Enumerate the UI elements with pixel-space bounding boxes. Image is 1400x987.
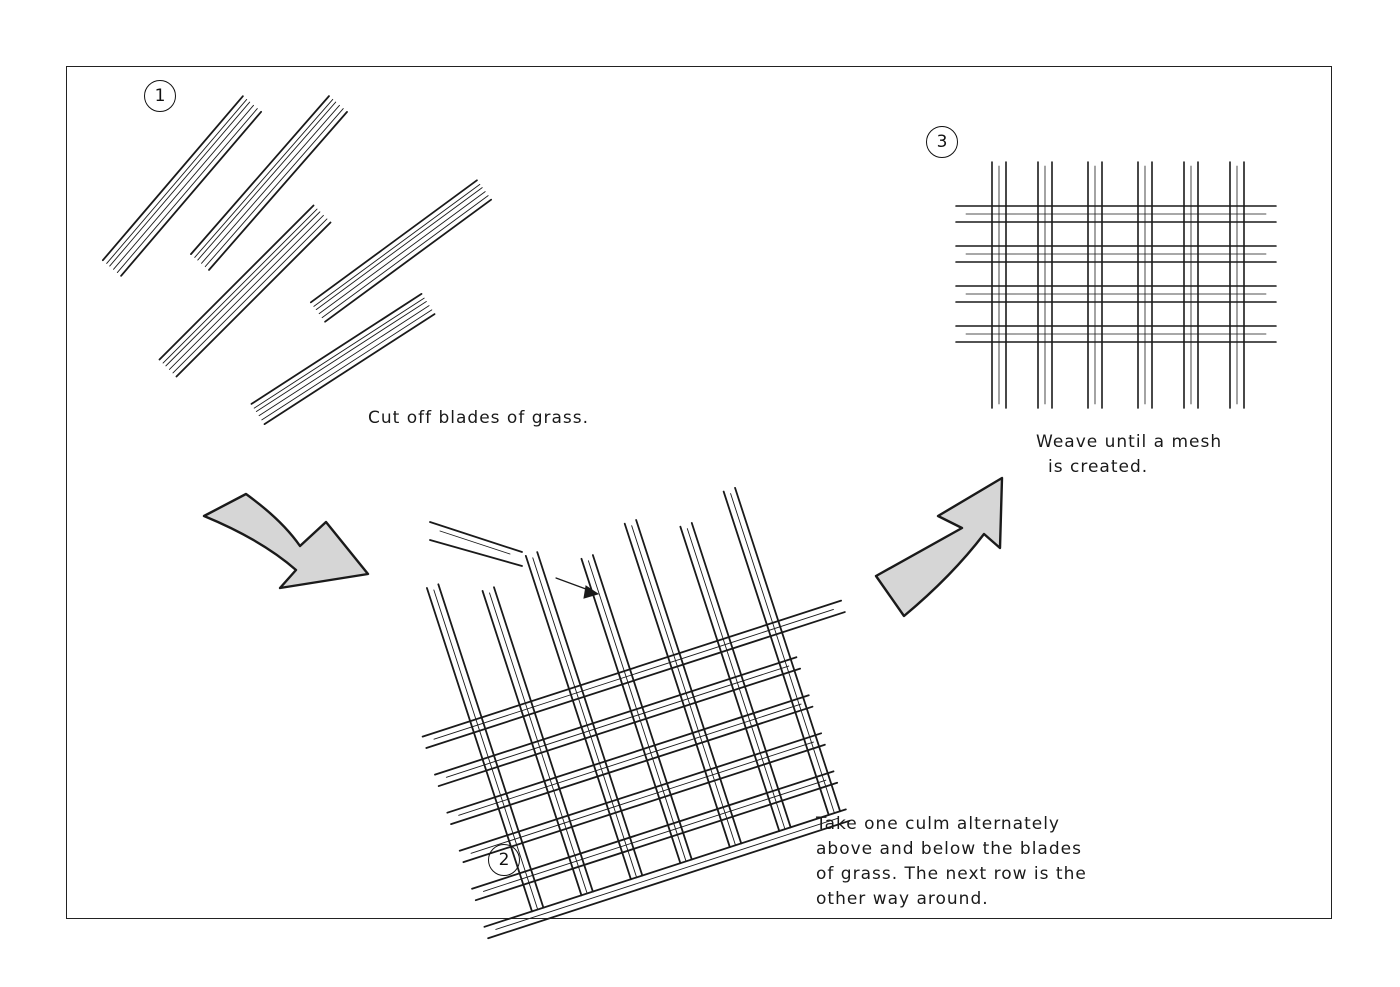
arrow-step1-to-step2 — [204, 494, 368, 588]
grass-blade-stroke — [166, 212, 320, 366]
grass-blade-stroke — [205, 109, 343, 267]
caption-line: above and below the blades — [816, 839, 1082, 859]
grass-blade-stroke — [117, 109, 257, 273]
grass-blade-stroke — [107, 99, 247, 263]
weft-culm-edge — [476, 783, 837, 900]
grass-blade-stroke — [311, 180, 477, 302]
caption-line: is created. — [1048, 457, 1149, 477]
grass-blade-stroke — [259, 306, 429, 416]
arrow-step2-to-step3 — [876, 478, 1002, 616]
warp-culm-vein — [434, 590, 538, 910]
grass-blade-stroke — [319, 192, 485, 314]
grass-blade-stroke — [202, 105, 340, 263]
warp-culm-vein — [533, 558, 637, 878]
warp-culm-vein — [632, 526, 736, 846]
step-3-number: 3 — [926, 126, 958, 158]
grass-blade-stroke — [256, 301, 426, 411]
caption-line: Weave until a mesh — [1036, 432, 1223, 452]
caption-line: other way around. — [816, 889, 989, 909]
grass-blade-stroke — [173, 219, 327, 373]
grass-blade-stroke — [254, 298, 424, 408]
grass-blade-stroke — [114, 105, 254, 269]
weft-culm-edge — [488, 821, 849, 938]
grass-blade-stroke — [262, 310, 432, 420]
caption-line: of grass. The next row is the — [816, 864, 1087, 884]
grass-blade-stroke — [251, 294, 421, 404]
culm-edge — [430, 522, 522, 552]
arrow-body — [876, 478, 1002, 616]
grass-blade-stroke — [209, 112, 347, 270]
grass-blade-stroke — [163, 209, 317, 363]
step-2-caption — [816, 812, 1087, 912]
caption-line: Take one culm alternately — [816, 814, 1060, 834]
warp-culm-vein — [731, 494, 835, 814]
grass-blade-stroke — [110, 102, 250, 266]
step-3-caption — [1036, 430, 1222, 480]
grass-blade-stroke — [322, 196, 488, 318]
step-2-number: 2 — [488, 844, 520, 876]
grass-blade-stroke — [316, 188, 482, 310]
step-1-number: 1 — [144, 80, 176, 112]
grass-blade-stroke — [103, 96, 243, 260]
finished-mesh — [956, 162, 1276, 408]
caption-line: Cut off blades of grass. — [368, 408, 590, 428]
incoming-culm — [430, 522, 598, 598]
weft-culm-edge — [484, 809, 845, 926]
grass-blade-stroke — [169, 215, 323, 369]
grass-blade-stroke — [314, 184, 480, 306]
culm-vein — [440, 531, 510, 554]
grass-blade-stroke — [160, 206, 314, 360]
grass-blade-stroke — [121, 112, 261, 276]
cut-grass-blades — [103, 96, 491, 424]
arrow-body — [204, 494, 368, 588]
step-1-caption — [368, 406, 589, 431]
